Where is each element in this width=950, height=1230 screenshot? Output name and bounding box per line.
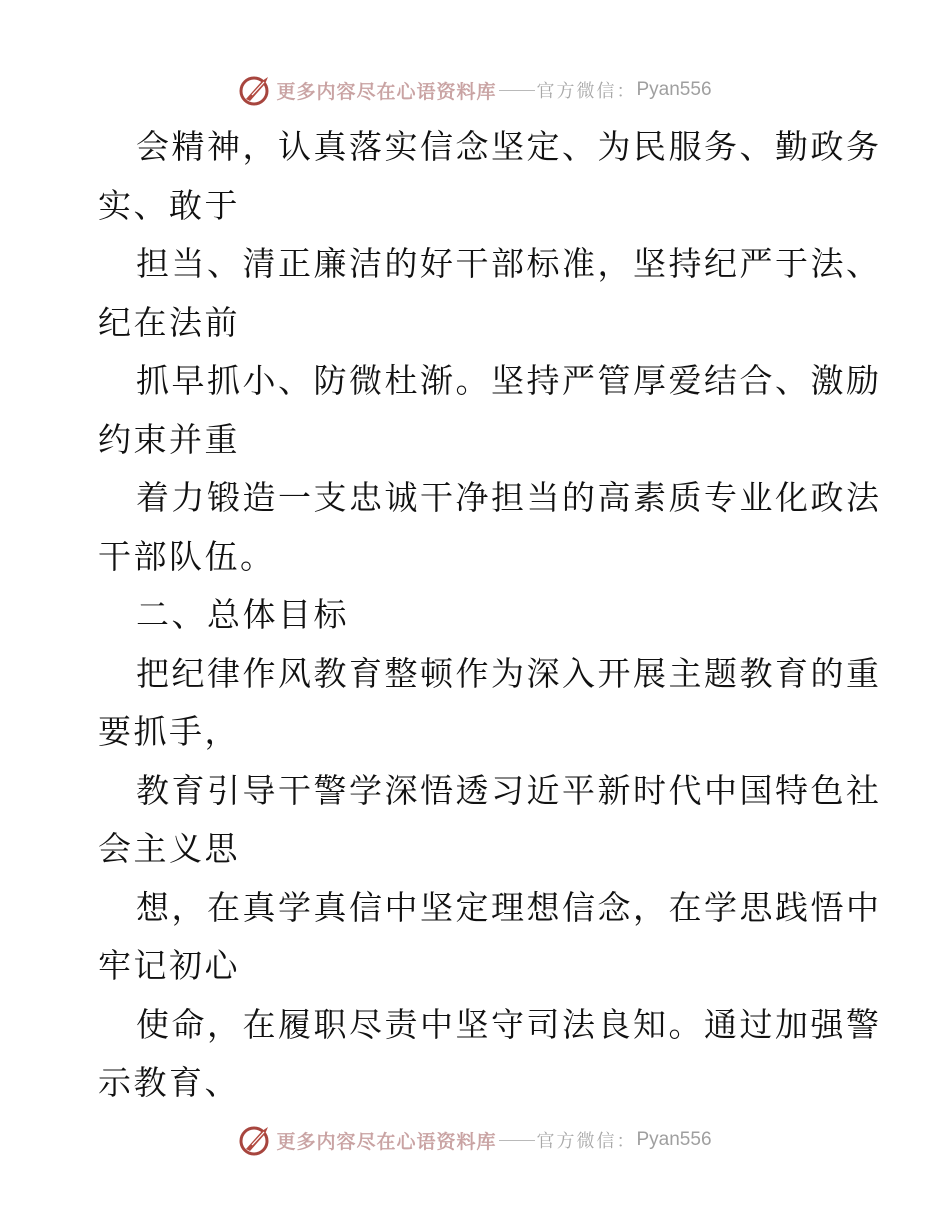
document-body — [98, 118, 882, 1113]
text-line: 会主义思 — [98, 829, 240, 868]
text-line: 会精神，认真落实信念坚定、为民服务、勤政务 — [136, 127, 882, 166]
header-watermark — [0, 70, 950, 110]
text-line: 使命，在履职尽责中坚守司法良知。通过加强警 — [136, 1004, 882, 1044]
text-line: 着力锻造一支忠诚干净担当的高素质专业化政法 — [136, 478, 882, 517]
watermark-official-label: 官方微信： — [536, 81, 637, 102]
watermark-wechat-id: Pyan556 — [636, 79, 712, 100]
watermark-official-label: 官方微信： — [536, 1131, 637, 1152]
text-line: 牢记初心 — [98, 946, 240, 985]
text-line: 担当、清正廉洁的好干部标准，坚持纪严于法、 — [136, 244, 882, 283]
text-line: 实、敢于 — [98, 185, 240, 225]
text-line: 抓早抓小、防微杜渐。坚持严管厚爱结合、激励 — [136, 361, 882, 400]
text-line: 要抓手， — [98, 712, 240, 751]
quill-pen-logo-icon — [238, 1123, 272, 1157]
watermark-dash — [499, 1140, 535, 1141]
footer-watermark — [0, 1120, 950, 1160]
quill-pen-logo-icon — [238, 73, 272, 107]
watermark-brand-text: 更多内容尽在心语资料库 — [276, 1130, 497, 1153]
section-heading: 二、总体目标 — [136, 595, 349, 634]
text-line: 约束并重 — [98, 419, 240, 459]
watermark-wechat-id: Pyan556 — [636, 1129, 712, 1150]
text-line: 纪在法前 — [98, 302, 240, 342]
watermark-dash — [499, 90, 535, 91]
text-line: 教育引导干警学深悟透习近平新时代中国特色社 — [136, 770, 882, 810]
text-line: 想，在真学真信中坚定理想信念，在学思践悟中 — [136, 887, 882, 927]
text-line: 把纪律作风教育整顿作为深入开展主题教育的重 — [136, 653, 882, 693]
text-line: 干部队伍。 — [98, 536, 276, 576]
text-line: 示教育、 — [98, 1063, 240, 1102]
watermark-brand-text: 更多内容尽在心语资料库 — [276, 80, 497, 103]
